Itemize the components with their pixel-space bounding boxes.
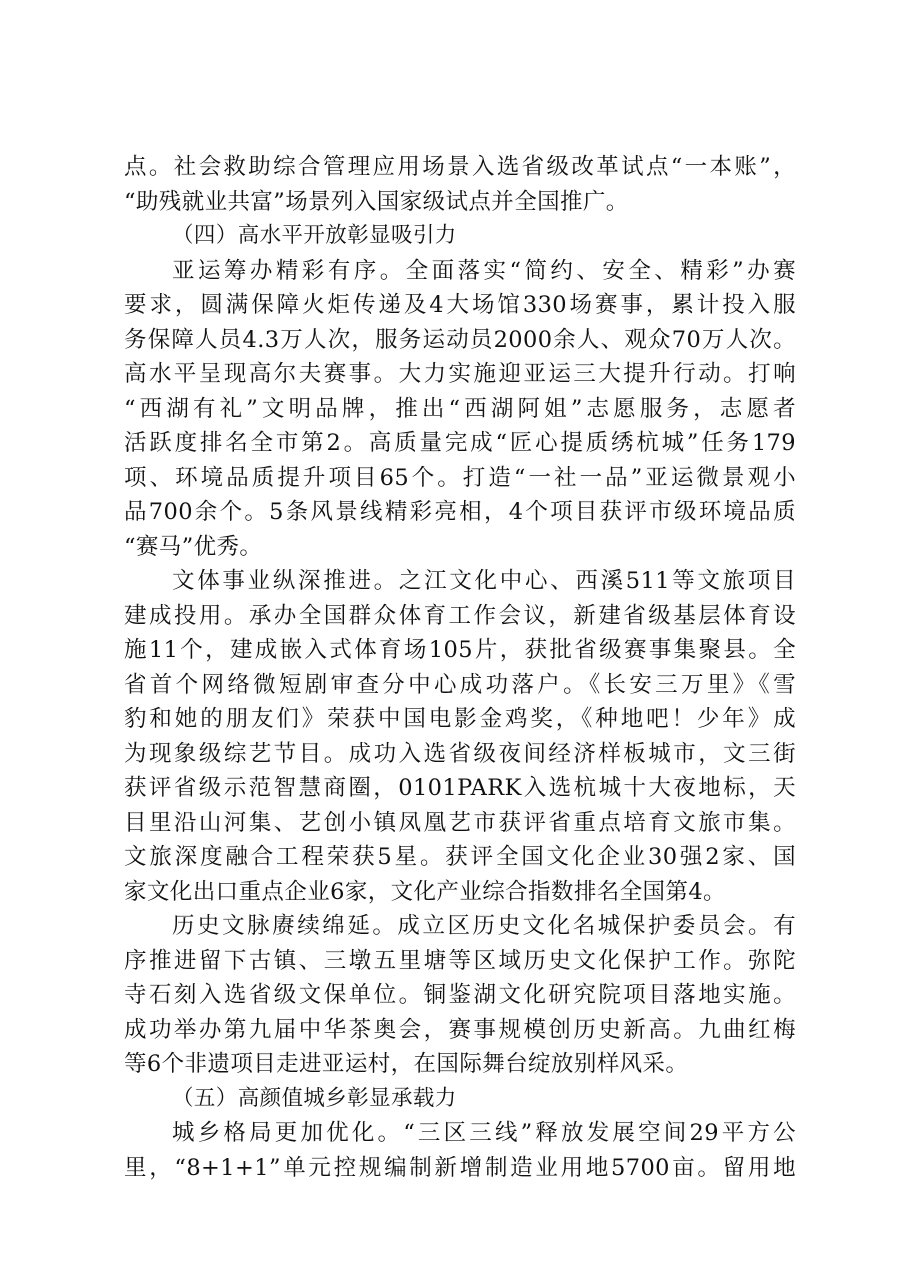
paragraph-line: 目里沿山河集、艺创小镇凤凰艺市获评省重点培育文旅市集。 xyxy=(124,809,796,836)
paragraph-line: 获评省级示范智慧商圈，0101PARK入选杭城十大夜地标，天 xyxy=(124,775,796,801)
paragraph-line: 豹和她的朋友们》荣获中国电影金鸡奖，《种地吧！少年》成 xyxy=(124,706,796,732)
paragraph-line: 施11个，建成嵌入式体育场105片，获批省级赛事集聚县。全 xyxy=(124,637,796,663)
paragraph-line: 务保障人员4.3万人次，服务运动员2000余人、观众70万人次。 xyxy=(124,326,796,353)
paragraph-line: 里，“8+1+1”单元控规编制新增制造业用地5700亩。留用地 xyxy=(124,1154,796,1181)
paragraph-line: 高水平呈现高尔夫赛事。大力实施迎亚运三大提升行动。打响 xyxy=(124,361,796,387)
section-heading: （四）高水平开放彰显吸引力 xyxy=(172,223,457,248)
paragraph-line: 为现象级综艺节目。成功入选省级夜间经济样板城市，文三街 xyxy=(124,740,796,767)
paragraph-first-line: 城乡格局更加优化。“三区三线”释放发展空间29平方公 xyxy=(172,1120,796,1146)
paragraph-line: 序推进留下古镇、三墩五里塘等区域历史文化保护工作。弥陀 xyxy=(124,947,796,974)
paragraph-last-line: “赛马”优秀。 xyxy=(124,533,263,560)
document-page xyxy=(124,150,796,1185)
paragraph-first-line: 历史文脉赓续绵延。成立区历史文化名城保护委员会。有 xyxy=(172,913,796,939)
paragraph-line: 项、环境品质提升项目65个。打造“一社一品”亚运微景观小 xyxy=(124,464,796,491)
paragraph-line: 品700余个。5条风景线精彩亮相，4个项目获评市级环境品质 xyxy=(124,499,796,525)
paragraph-last-line: “助残就业共富”场景列入国家级试点并全国推广。 xyxy=(124,188,629,215)
paragraph-line: 建成投用。承办全国群众体育工作会议，新建省级基层体育设 xyxy=(124,602,796,629)
document-body xyxy=(124,150,796,1185)
paragraph-first-line: 亚运筹办精彩有序。全面落实“简约、安全、精彩”办赛 xyxy=(172,257,796,284)
paragraph-line: 活跃度排名全市第2。高质量完成“匠心提质绣杭城”任务179 xyxy=(124,430,796,456)
paragraph-last-line: 家文化出口重点企业6家，文化产业综合指数排名全国第4。 xyxy=(124,878,726,905)
paragraph-line: 成功举办第九届中华茶奥会，赛事规模创历史新高。九曲红梅 xyxy=(124,1016,796,1043)
paragraph-last-line: 等6个非遗项目走进亚运村，在国际舞台绽放别样风采。 xyxy=(124,1051,689,1077)
section-heading: （五）高颜值城乡彰显承载力 xyxy=(172,1085,457,1111)
paragraph-line: 要求，圆满保障火炬传递及4大场馆330场赛事，累计投入服 xyxy=(124,292,796,318)
paragraph-line: 寺石刻入选省级文保单位。铜鉴湖文化研究院项目落地实施。 xyxy=(124,982,796,1008)
paragraph-line: 文旅深度融合工程荣获5星。获评全国文化企业30强2家、国 xyxy=(124,844,796,870)
paragraph-line: 点。社会救助综合管理应用场景入选省级改革试点“一本账”， xyxy=(124,154,796,180)
paragraph-line: “西湖有礼”文明品牌，推出“西湖阿姐”志愿服务，志愿者 xyxy=(124,395,796,422)
paragraph-first-line: 文体事业纵深推进。之江文化中心、西溪511等文旅项目 xyxy=(172,568,796,594)
paragraph-line: 省首个网络微短剧审查分中心成功落户。《长安三万里》《雪 xyxy=(124,671,796,698)
